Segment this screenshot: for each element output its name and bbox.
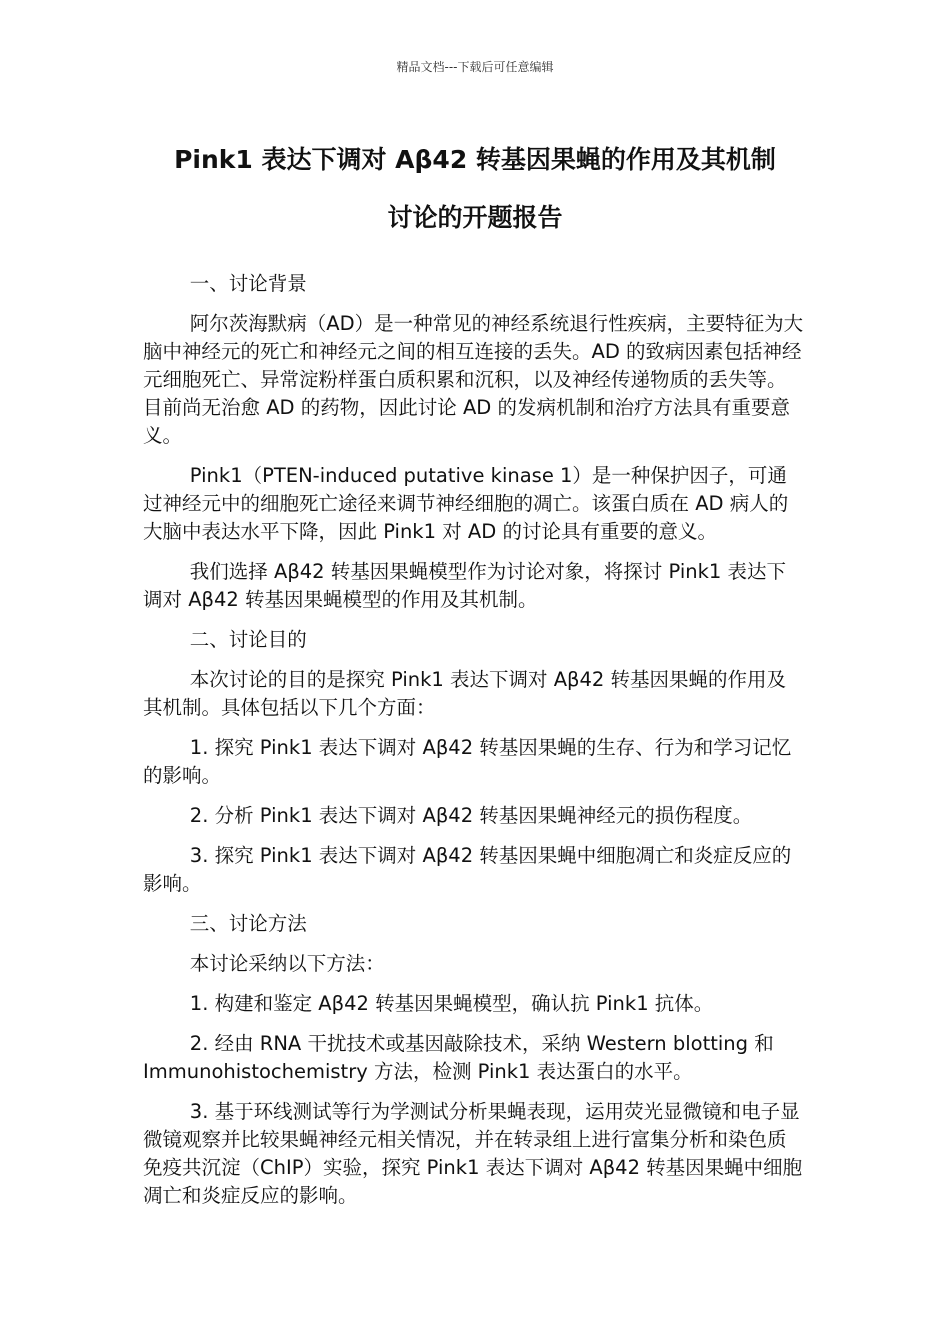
paragraph-methods-intro: 本讨论采纳以下方法： [189,952,385,975]
page-header: 精品文档---下载后可任意编辑 [396,60,554,74]
document-title-line-2: 讨论的开题报告 [387,203,563,232]
list-item-purpose-2: 2. 分析 Pink1 表达下调对 Aβ42 转基因果蝇神经元的损伤程度。 [189,804,753,827]
list-item-purpose-1: 1. 探究 Pink1 表达下调对 Aβ42 转基因果蝇的生存、行为和学习记忆的影响。 [143,736,792,787]
paragraph-model-choice: 我们选择 Aβ42 转基因果蝇模型作为讨论对象，将探讨 Pink1 表达下调对 Aβ42 转基因果蝇模型的作用及其机制。 [143,560,786,611]
paragraph-ad-background: 阿尔茨海默病（AD）是一种常见的神经系统退行性疾病，主要特征为大脑中神经元的死亡和神经元之间的相互连接的丢失。AD 的致病因素包括神经元细胞死亡、异常淀粉样蛋白质积累和沉积，以及神经传递物质的丢失等。目前尚无治愈 AD 的药物，因此讨论 AD 的发病机制和治疗方法具有重要意义。 [143,312,804,447]
list-item-method-1: 1. 构建和鉴定 Aβ42 转基因果蝇模型，确认抗 Pink1 抗体。 [189,992,714,1015]
list-item-method-3: 3. 基于环线测试等行为学测试分析果蝇表现，运用荧光显微镜和电子显微镜观察并比较果蝇神经元相关情况，并在转录组上进行富集分析和染色质免疫共沉淀（ChIP）实验，探究 Pink1 表达下调对 Aβ42 转基因果蝇中细胞凋亡和炎症反应的影响。 [143,1100,803,1207]
section-heading-background: 一、讨论背景 [189,272,307,295]
section-heading-methods: 三、讨论方法 [189,912,307,935]
section-heading-purpose: 二、讨论目的 [189,628,307,651]
paragraph-purpose: 本次讨论的目的是探究 Pink1 表达下调对 Aβ42 转基因果蝇的作用及其机制。具体包括以下几个方面： [143,668,786,719]
document-title-line-1: Pink1 表达下调对 Aβ42 转基因果蝇的作用及其机制 [174,145,776,174]
list-item-purpose-3: 3. 探究 Pink1 表达下调对 Aβ42 转基因果蝇中细胞凋亡和炎症反应的影响。 [143,844,792,895]
document-body [143,270,805,1222]
paragraph-pink1-intro: Pink1（PTEN-induced putative kinase 1）是一种保护因子，可通过神经元中的细胞死亡途径来调节神经细胞的凋亡。该蛋白质在 AD 病人的大脑中表达水平下降，因此 Pink1 对 AD 的讨论具有重要的意义。 [143,464,789,543]
list-item-method-2: 2. 经由 RNA 干扰技术或基因敲除技术，采纳 Western blotting 和 Immunohistochemistry 方法，检测 Pink1 表达蛋白的水平。 [143,1032,774,1083]
